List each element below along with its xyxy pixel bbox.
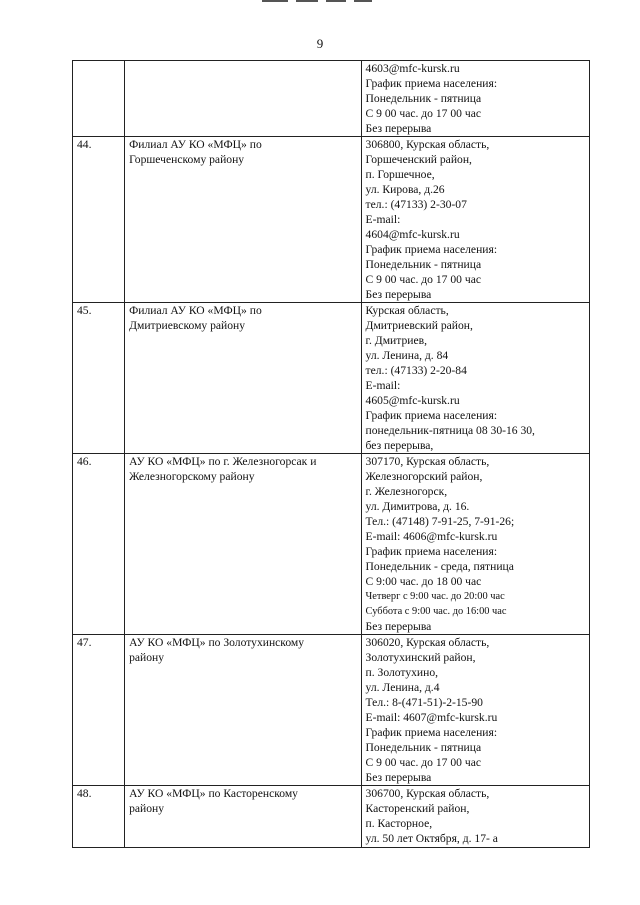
address-line: E-mail: 4606@mfc-kursk.ru	[365, 530, 498, 543]
table-row	[73, 137, 590, 303]
address-line: Тел.: (47148) 7-91-25, 7-91-26;	[365, 515, 515, 528]
address-line: ул. 50 лет Октября, д. 17- а	[365, 832, 498, 845]
address-line: тел.: (47133) 2-20-84	[365, 364, 467, 377]
address-schedule-cell	[361, 454, 589, 635]
branch-name-cell	[125, 303, 361, 454]
address-line: п. Горшечное,	[365, 168, 435, 181]
address-line: С 9 00 час. до 17 00 час	[365, 273, 481, 286]
branch-name-cell	[125, 137, 361, 303]
address-line: г. Дмитриев,	[365, 334, 427, 347]
address-line: п. Золотухино,	[365, 666, 439, 679]
address-line: Понедельник - пятница	[365, 92, 482, 105]
address-line: График приема населения:	[365, 545, 498, 558]
page-number: 9	[316, 36, 324, 51]
address-line: 306700, Курская область,	[365, 787, 490, 800]
branch-name-line: Железногорскому району	[129, 470, 255, 483]
address-schedule-cell	[361, 303, 589, 454]
branch-name-line: Филиал АУ КО «МФЦ» по	[129, 138, 262, 151]
address-line: Понедельник - среда, пятница	[365, 560, 514, 573]
row-number-cell: 44.	[73, 137, 125, 303]
address-line: Без перерыва	[365, 771, 432, 784]
address-line: E-mail:	[365, 379, 401, 392]
table-row	[73, 303, 590, 454]
address-schedule-cell	[361, 61, 589, 137]
address-line: 306020, Курская область,	[365, 636, 490, 649]
address-line: Понедельник - пятница	[365, 258, 482, 271]
address-line: 307170, Курская область,	[365, 455, 490, 468]
branch-name-line: району	[129, 651, 165, 664]
table-row	[73, 635, 590, 786]
address-line: С 9 00 час. до 17 00 час	[365, 107, 481, 120]
mfc-branches-table	[72, 60, 590, 848]
address-line: 4604@mfc-kursk.ru	[365, 228, 460, 241]
row-number-cell: 46.	[73, 454, 125, 635]
branch-name-line: АУ КО «МФЦ» по г. Железногорсак и	[129, 455, 317, 468]
address-line: ул. Димитрова, д. 16.	[365, 500, 470, 513]
address-line: Курская область,	[365, 304, 449, 317]
address-line: 4603@mfc-kursk.ru	[365, 62, 460, 75]
address-schedule-cell	[361, 635, 589, 786]
branch-name-line: АУ КО «МФЦ» по Касторенскому	[129, 787, 298, 800]
address-line: График приема населения:	[365, 77, 498, 90]
address-line: Суббота с 9:00 час. до 16:00 час	[365, 606, 507, 617]
branch-name-cell	[125, 635, 361, 786]
address-line: Без перерыва	[365, 620, 432, 633]
branch-name-cell	[125, 454, 361, 635]
row-number-cell: 48.	[73, 786, 125, 848]
address-line: Без перерыва	[365, 122, 432, 135]
address-line: ул. Ленина, д. 84	[365, 349, 449, 362]
row-number-cell: 45.	[73, 303, 125, 454]
row-number-cell	[73, 61, 125, 137]
address-line: п. Касторное,	[365, 817, 433, 830]
address-line: Без перерыва	[365, 288, 432, 301]
branch-name-line: Филиал АУ КО «МФЦ» по	[129, 304, 262, 317]
address-line: Касторенский район,	[365, 802, 470, 815]
table-row	[73, 61, 590, 137]
branch-name-line: району	[129, 802, 165, 815]
address-line: С 9 00 час. до 17 00 час	[365, 756, 481, 769]
branch-name-line: Дмитриевскому району	[129, 319, 246, 332]
row-number-cell: 47.	[73, 635, 125, 786]
address-line: Горшеченский район,	[365, 153, 472, 166]
top-edge-marks	[262, 0, 392, 4]
branch-name-cell	[125, 61, 361, 137]
address-line: без перерыва,	[365, 439, 434, 452]
branch-name-line: АУ КО «МФЦ» по Золотухинскому	[129, 636, 305, 649]
address-line: График приема населения:	[365, 726, 498, 739]
address-line: 4605@mfc-kursk.ru	[365, 394, 460, 407]
address-line: тел.: (47133) 2-30-07	[365, 198, 467, 211]
address-line: E-mail:	[365, 213, 401, 226]
address-line: Золотухинский район,	[365, 651, 476, 664]
address-line: Тел.: 8-(471-51)-2-15-90	[365, 696, 483, 709]
address-line: График приема населения:	[365, 409, 498, 422]
branch-name-line: Горшеченскому району	[129, 153, 245, 166]
address-schedule-cell	[361, 137, 589, 303]
address-line: Железногорский район,	[365, 470, 483, 483]
address-line: График приема населения:	[365, 243, 498, 256]
table-row	[73, 454, 590, 635]
table-row	[73, 786, 590, 848]
address-line: Дмитриевский район,	[365, 319, 473, 332]
address-line: ул. Ленина, д.4	[365, 681, 440, 694]
address-schedule-cell	[361, 786, 589, 848]
address-line: Понедельник - пятница	[365, 741, 482, 754]
address-line: ул. Кирова, д.26	[365, 183, 445, 196]
address-line: С 9:00 час. до 18 00 час	[365, 575, 482, 588]
branch-name-cell	[125, 786, 361, 848]
address-line: 306800, Курская область,	[365, 138, 490, 151]
address-line: г. Железногорск,	[365, 485, 448, 498]
address-line: E-mail: 4607@mfc-kursk.ru	[365, 711, 498, 724]
address-line: Четверг с 9:00 час. до 20:00 час	[365, 591, 505, 602]
address-line: понедельник-пятница 08 30-16 30,	[365, 424, 535, 437]
